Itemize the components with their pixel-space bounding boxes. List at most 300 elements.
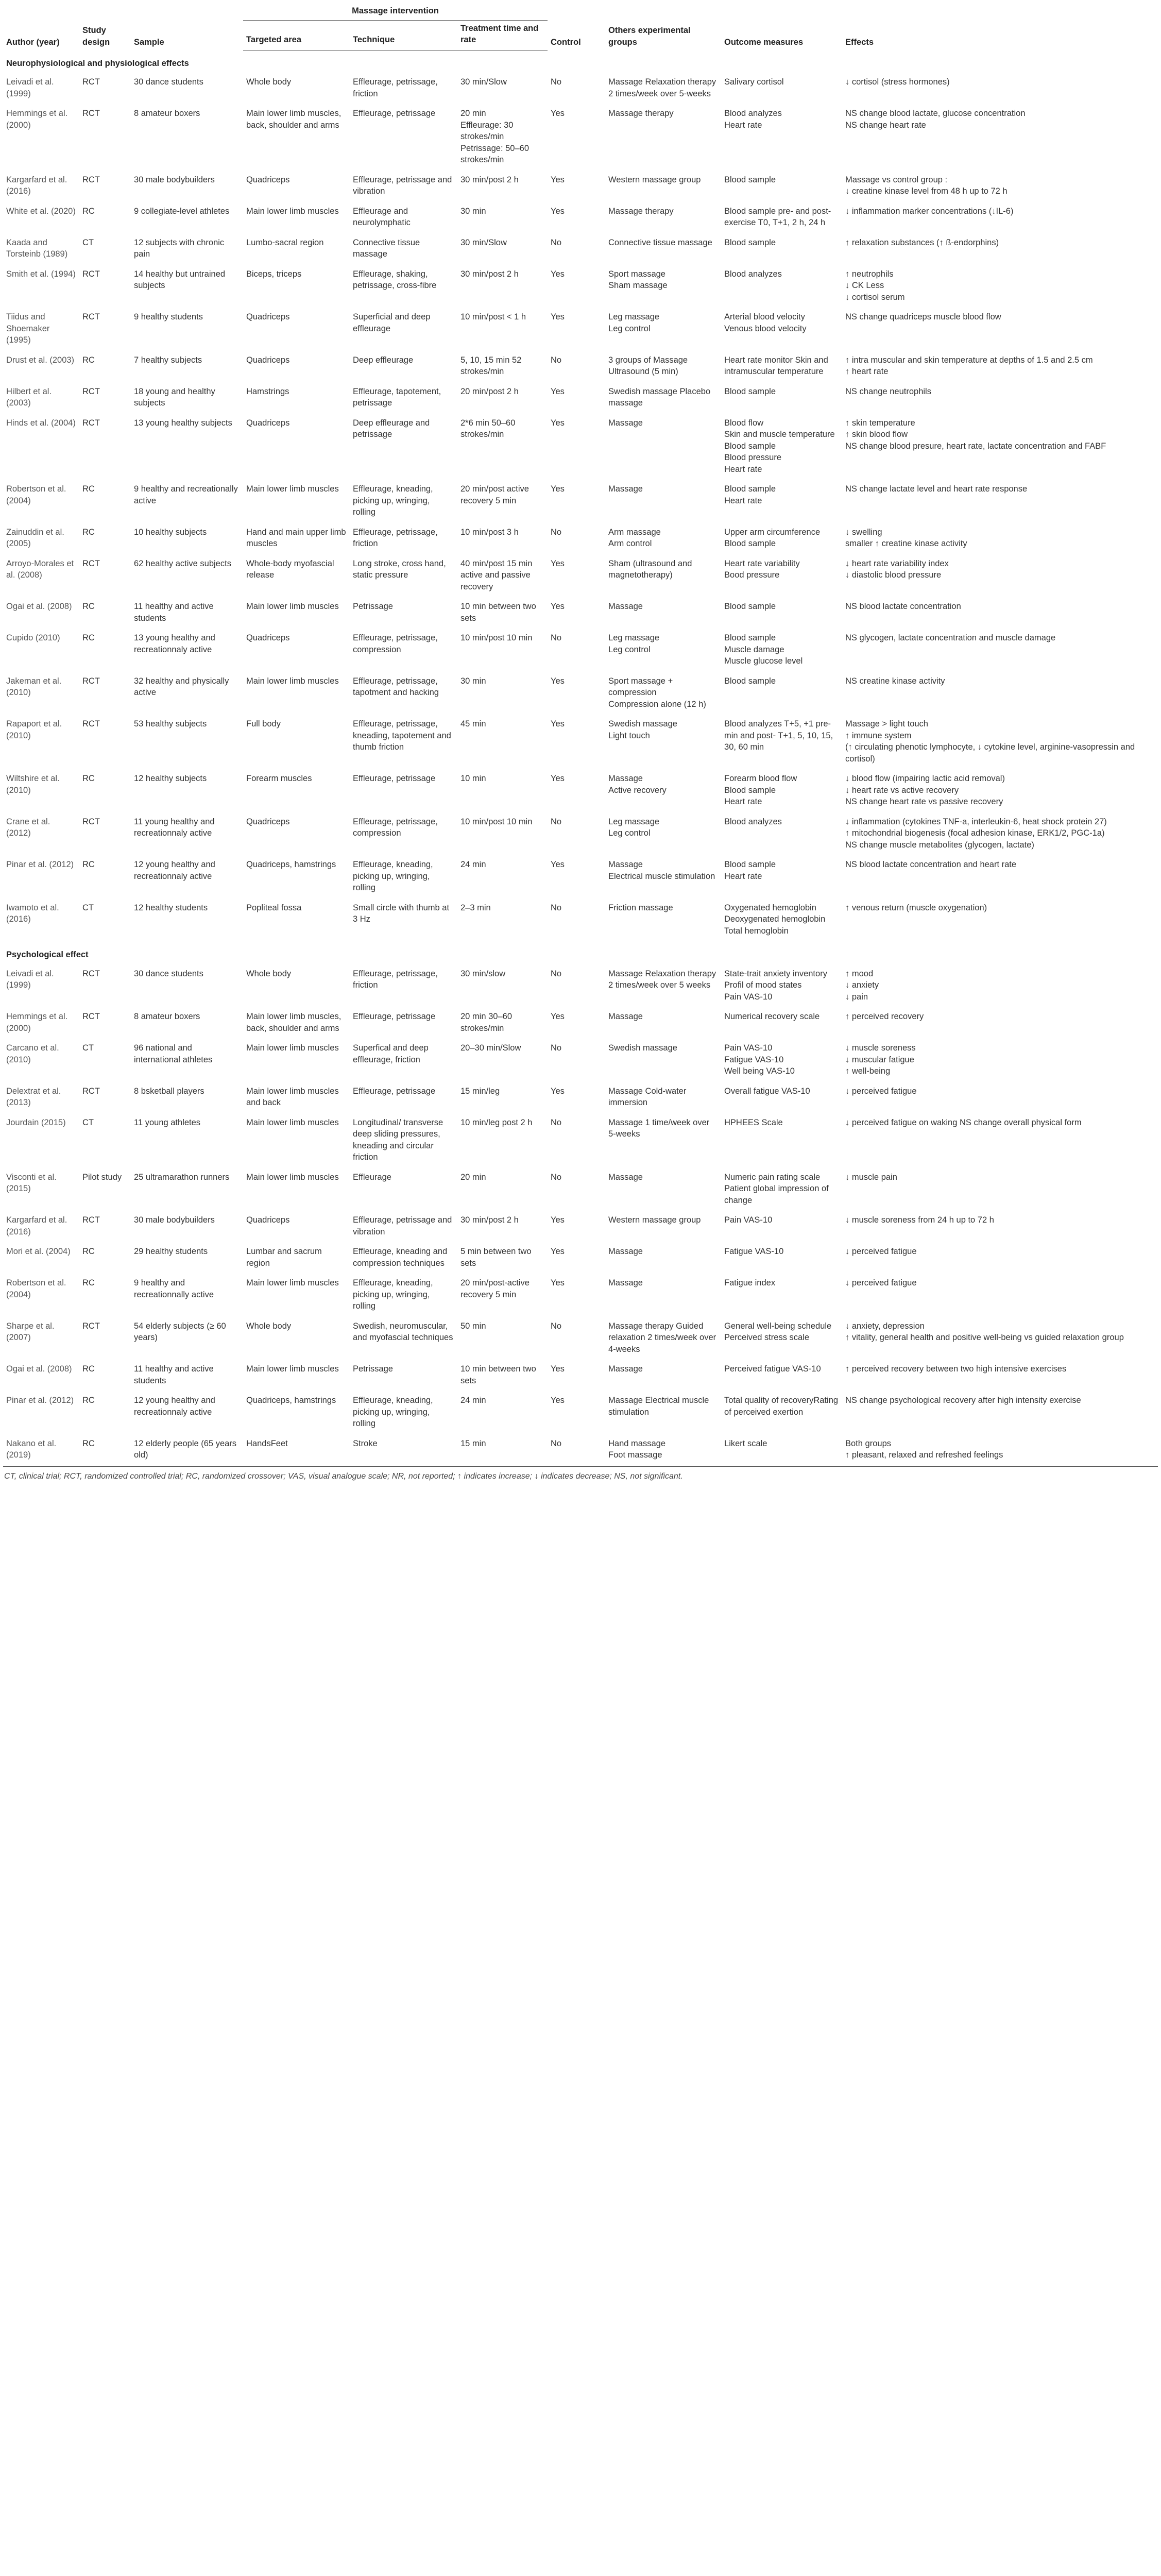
cell-control: Yes [551, 1278, 565, 1287]
header-effects: Effects [845, 37, 874, 47]
cell-other-groups: Hand massage Foot massage [605, 1435, 721, 1467]
cell-other-groups: Massage [608, 1247, 643, 1256]
header-outcome-measures: Outcome measures [724, 37, 804, 47]
cell-control: Yes [551, 719, 565, 728]
cell-targeted-area: Main lower limb muscles [246, 1364, 339, 1374]
cell-other-groups: Massage [608, 1012, 643, 1021]
cell-technique: Effleurage, petrissage, tapotment and hacking [353, 676, 439, 697]
cell-sample: 25 ultramarathon runners [134, 1172, 230, 1182]
cell-technique: Effleurage, petrissage [353, 774, 436, 783]
header-control: Control [551, 37, 581, 47]
cell-author: Jakeman et al. (2010) [6, 676, 62, 697]
cell-targeted-area: Main lower limb muscles [246, 206, 339, 216]
cell-other-groups: Massage Relaxation therapy 2 times/week over 5 weeks [608, 969, 716, 990]
cell-technique: Superficial and deep effleurage [353, 312, 431, 333]
cell-author: Smith et al. (1994) [6, 269, 76, 279]
cell-outcome-measures: Oxygenated hemoglobin Deoxygenated hemoglobin Total hemoglobin [724, 903, 826, 936]
cell-technique: Connective tissue massage [353, 238, 420, 259]
cell-targeted-area: Main lower limb muscles [246, 484, 339, 494]
cell-technique: Deep effleurage [353, 355, 414, 365]
cell-study-design: CT [82, 903, 94, 912]
cell-study-design: RC [82, 1247, 95, 1256]
cell-control: Yes [551, 269, 565, 279]
cell-other-groups: Friction massage [608, 903, 673, 912]
cell-targeted-area: Quadriceps [246, 175, 290, 184]
cell-author: Pinar et al. (2012) [6, 1396, 74, 1405]
cell-effects: Massage > light touch ↑ immune system (↑ circulating phenotic lymphocyte, ↓ cytokine level, arginine-vasopressin and cortisol) [845, 719, 1135, 764]
cell-effects: ↓ muscle pain [845, 1172, 897, 1182]
cell-other-groups: Massage therapy [608, 206, 674, 216]
cell-effects: ↑ skin temperature ↑ skin blood flow NS change blood presure, heart rate, lactate concentration and FABF [845, 418, 1106, 451]
cell-author: Kargarfard et al. (2016) [6, 175, 67, 196]
cell-effects: ↓ heart rate variability index ↓ diastolic blood pressure [845, 558, 949, 580]
cell-study-design: RCT [82, 386, 100, 396]
cell-treatment-time: 15 min/leg [460, 1086, 500, 1096]
cell-effects: ↓ perceived fatigue [845, 1086, 917, 1096]
cell-outcome-measures: Blood analyzes [724, 817, 782, 826]
cell-control: Yes [551, 484, 565, 494]
cell-effects: NS glycogen, lactate concentration and muscle damage [845, 633, 1056, 642]
cell-study-design: RC [82, 355, 95, 365]
cell-study-design: RCT [82, 1321, 100, 1331]
studies-table [3, 0, 1158, 1467]
cell-targeted-area: Full body [246, 719, 281, 728]
cell-treatment-time: 24 min [460, 860, 486, 869]
table-row [3, 813, 1158, 856]
section-title: Neurophysiological and physiological effects [6, 58, 189, 68]
cell-study-design: CT [82, 1117, 94, 1127]
section-header-row [3, 942, 1158, 965]
cell-technique: Effleurage, petrissage, kneading, tapotement and thumb friction [353, 719, 451, 752]
cell-effects: ↓ anxiety, depression ↑ vitality, general health and positive well-being vs guided relaxation group [845, 1321, 1124, 1342]
cell-author: Nakano et al. (2019) [3, 1435, 79, 1467]
cell-sample: 14 healthy but untrained subjects [134, 269, 226, 290]
header-study-design: Study design [82, 26, 110, 47]
cell-targeted-area: Popliteal fossa [246, 903, 302, 912]
cell-technique: Effleurage, kneading, picking up, wringing, rolling [353, 860, 433, 892]
cell-other-groups: Massage therapy [608, 109, 674, 118]
cell-effects: NS blood lactate concentration and heart rate [845, 860, 1017, 869]
cell-targeted-area: HandsFeet [243, 1435, 350, 1467]
table-row [3, 899, 1158, 942]
cell-study-design: RC [82, 860, 95, 869]
cell-other-groups: Massage Active recovery [608, 774, 667, 795]
cell-technique: Effleurage, petrissage, friction [353, 969, 438, 990]
cell-sample: 54 elderly subjects (≥ 60 years) [134, 1321, 226, 1342]
cell-targeted-area: Whole-body myofascial release [246, 558, 334, 580]
cell-author: Drust et al. (2003) [6, 355, 75, 365]
cell-outcome-measures: Blood sample Muscle damage Muscle glucose level [724, 633, 803, 666]
cell-sample: 11 healthy and active students [134, 1364, 214, 1385]
cell-targeted-area: Whole body [246, 77, 292, 87]
cell-other-groups: Leg massage Leg control [608, 312, 660, 333]
cell-targeted-area: Lumbar and sacrum region [246, 1247, 322, 1268]
cell-sample: 30 male bodybuilders [134, 1215, 215, 1225]
cell-treatment-time: 20 min [460, 1172, 486, 1182]
table-row [3, 1360, 1158, 1392]
cell-study-design: RCT [82, 77, 100, 87]
header-other-groups: Others experimental groups [608, 26, 691, 47]
cell-study-design: RC [82, 484, 95, 494]
cell-outcome-measures: Blood sample Heart rate [724, 860, 776, 881]
cell-outcome-measures: Salivary cortisol [724, 77, 784, 87]
cell-study-design: RCT [82, 312, 100, 321]
table-row [3, 672, 1158, 716]
cell-sample: 9 healthy students [134, 312, 203, 321]
cell-author: Zainuddin et al. (2005) [6, 527, 64, 548]
cell-technique: Effleurage, petrissage, friction [353, 77, 438, 98]
cell-treatment-time: 30 min [460, 206, 486, 216]
cell-sample: 32 healthy and physically active [134, 676, 229, 697]
table-row [3, 1243, 1158, 1274]
cell-treatment-time: 10 min between two sets [460, 602, 536, 623]
cell-sample: 11 healthy and active students [134, 602, 214, 623]
cell-targeted-area: Main lower limb muscles [246, 1278, 339, 1287]
cell-control: No [551, 969, 562, 978]
cell-study-design: RCT [82, 109, 100, 118]
cell-treatment-time: 5, 10, 15 min 52 strokes/min [460, 355, 522, 376]
cell-targeted-area: Quadriceps [246, 817, 290, 826]
cell-treatment-time: 20 min 30–60 strokes/min [460, 1012, 512, 1033]
cell-outcome-measures: Blood analyzes [724, 269, 782, 279]
cell-treatment-time: 24 min [460, 1396, 486, 1405]
cell-technique: Petrissage [353, 602, 393, 611]
cell-outcome-measures: Pain VAS-10 [724, 1215, 773, 1225]
cell-treatment-time: 5 min between two sets [460, 1247, 532, 1268]
cell-targeted-area: Quadriceps [246, 312, 290, 321]
cell-sample: 8 amateur boxers [134, 1012, 200, 1021]
cell-control: Yes [551, 418, 565, 428]
header-treatment-time: Treatment time and rate [457, 20, 548, 50]
cell-study-design: RC [82, 1278, 95, 1287]
cell-other-groups: Leg massage Leg control [608, 633, 660, 654]
cell-effects: ↓ blood flow (impairing lactic acid removal) ↓ heart rate vs active recovery NS change heart rate vs passive recovery [845, 774, 1005, 806]
cell-outcome-measures: Blood sample Heart rate [724, 484, 776, 505]
cell-sample: 11 young athletes [134, 1117, 201, 1127]
cell-author: Ogai et al. (2008) [6, 1364, 72, 1374]
cell-treatment-time: 2–3 min [460, 903, 491, 912]
cell-author: Leivadi et al. (1999) [6, 77, 54, 98]
cell-effects: NS change neutrophils [845, 386, 931, 396]
cell-treatment-time: 20 min/post-active recovery 5 min [460, 1278, 530, 1299]
cell-author: Leivadi et al. (1999) [6, 969, 54, 990]
header-author: Author (year) [6, 37, 60, 47]
cell-targeted-area: Quadriceps [246, 633, 290, 642]
table-row [3, 1317, 1158, 1361]
cell-study-design: RCT [82, 817, 100, 826]
cell-targeted-area: Main lower limb muscles [246, 1172, 339, 1182]
section-header-row [3, 50, 1158, 73]
cell-control: Yes [551, 206, 565, 216]
table-row [3, 1392, 1158, 1435]
cell-study-design: RCT [82, 676, 100, 686]
cell-treatment-time: 15 min [457, 1435, 548, 1467]
cell-author: Robertson et al. (2004) [6, 484, 66, 505]
cell-sample: 30 dance students [134, 969, 203, 978]
header-sample: Sample [134, 37, 164, 47]
cell-effects: Both groups ↑ pleasant, relaxed and refreshed feelings [842, 1435, 1158, 1467]
cell-technique: Effleurage, petrissage [353, 1086, 436, 1096]
cell-treatment-time: 10 min/leg post 2 h [460, 1117, 533, 1127]
table-row [3, 1435, 1158, 1467]
cell-technique: Petrissage [353, 1364, 393, 1374]
cell-other-groups: Swedish massage Light touch [608, 719, 677, 740]
cell-author: Visconti et al. (2015) [6, 1172, 57, 1193]
cell-treatment-time: 20 min Effleurage: 30 strokes/min Petrissage: 50–60 strokes/min [460, 109, 530, 164]
cell-targeted-area: Whole body [246, 1321, 292, 1331]
cell-targeted-area: Main lower limb muscles, back, shoulder and arms [246, 109, 342, 130]
table-row [3, 414, 1158, 481]
cell-author: Hilbert et al. (2003) [6, 386, 52, 408]
cell-outcome-measures: Blood sample [724, 175, 776, 184]
cell-control: No [551, 817, 562, 826]
cell-effects: ↓ swelling smaller ↑ creatine kinase activity [845, 527, 967, 548]
cell-effects: NS creatine kinase activity [845, 676, 945, 686]
cell-control: Yes [551, 1364, 565, 1374]
cell-targeted-area: Main lower limb muscles and back [246, 1086, 339, 1107]
cell-sample: 96 national and international athletes [134, 1043, 213, 1064]
cell-study-design: RCT [82, 1215, 100, 1225]
cell-sample: 7 healthy subjects [134, 355, 202, 365]
cell-targeted-area: Quadriceps [246, 418, 290, 428]
cell-author: Crane et al. (2012) [6, 817, 50, 838]
cell-author: Iwamoto et al. (2016) [6, 903, 59, 924]
cell-other-groups: Massage Electrical muscle stimulation [608, 1396, 709, 1417]
cell-study-design: RC [82, 1396, 95, 1405]
cell-technique: Effleurage, petrissage, compression [353, 817, 438, 838]
table-row [3, 308, 1158, 351]
table-body [3, 50, 1158, 1466]
cell-outcome-measures: Overall fatigue VAS-10 [724, 1086, 810, 1096]
cell-other-groups: Massage Electrical muscle stimulation [608, 860, 715, 881]
cell-targeted-area: Quadriceps, hamstrings [246, 860, 336, 869]
cell-treatment-time: 20 min/post 2 h [460, 386, 519, 396]
cell-control: No [551, 527, 562, 537]
cell-control: No [551, 77, 562, 87]
cell-author: Ogai et al. (2008) [6, 602, 72, 611]
cell-outcome-measures: Arterial blood velocity Venous blood velocity [724, 312, 807, 333]
cell-author: Mori et al. (2004) [6, 1247, 71, 1256]
cell-outcome-measures: Blood sample pre- and post-exercise T0, T+1, 2 h, 24 h [724, 206, 831, 227]
cell-effects: Massage vs control group : ↓ creatine kinase level from 48 h up to 72 h [845, 175, 1008, 196]
cell-author: Delextrat et al. (2013) [6, 1086, 61, 1107]
cell-technique: Effleurage, petrissage, compression [353, 633, 438, 654]
cell-technique: Effleurage, petrissage [353, 1012, 436, 1021]
cell-author: Hinds et al. (2004) [6, 418, 76, 428]
table-row [3, 1008, 1158, 1039]
table-row [3, 73, 1158, 105]
cell-effects: ↓ muscle soreness ↓ muscular fatigue ↑ well-being [845, 1043, 916, 1076]
cell-effects: ↓ cortisol (stress hormones) [845, 77, 950, 87]
cell-targeted-area: Hand and main upper limb muscles [246, 527, 346, 548]
cell-outcome-measures: Likert scale [721, 1435, 842, 1467]
cell-control: Yes [551, 558, 565, 568]
cell-treatment-time: 30 min/Slow [460, 238, 507, 247]
cell-other-groups: Massage [608, 602, 643, 611]
table-row [3, 202, 1158, 234]
cell-targeted-area: Forearm muscles [246, 774, 312, 783]
cell-other-groups: Leg massage Leg control [608, 817, 660, 838]
cell-study-design: RC [82, 1364, 95, 1374]
cell-author: Hemmings et al. (2000) [6, 1012, 68, 1033]
cell-control: Yes [551, 774, 565, 783]
cell-author: Hemmings et al. (2000) [6, 109, 68, 130]
cell-technique: Small circle with thumb at 3 Hz [353, 903, 450, 924]
cell-technique: Effleurage, petrissage and vibration [353, 175, 452, 196]
cell-control: Yes [551, 175, 565, 184]
table-row [3, 351, 1158, 383]
cell-study-design: RCT [82, 558, 100, 568]
cell-targeted-area: Whole body [246, 969, 292, 978]
cell-treatment-time: 30 min/post 2 h [460, 175, 519, 184]
cell-author: Kaada and Torsteinb (1989) [6, 238, 68, 259]
cell-control: Yes [551, 1396, 565, 1405]
cell-author: Carcano et al. (2010) [6, 1043, 59, 1064]
table-row [3, 1082, 1158, 1114]
cell-author: Wiltshire et al. (2010) [6, 774, 60, 795]
cell-sample: 12 young healthy and recreationnaly active [134, 1396, 215, 1417]
cell-effects: ↓ perceived fatigue [845, 1247, 917, 1256]
cell-other-groups: Massage [608, 1364, 643, 1374]
cell-outcome-measures: HPHEES Scale [724, 1117, 783, 1127]
table-row [3, 171, 1158, 202]
cell-author: Tiidus and Shoemaker (1995) [6, 312, 50, 345]
cell-outcome-measures: Heart rate variability Bood pressure [724, 558, 800, 580]
table-row [3, 234, 1158, 265]
cell-study-design: Pilot study [82, 1172, 122, 1182]
cell-technique: Effleurage [353, 1172, 391, 1182]
table-row [3, 1039, 1158, 1082]
cell-effects: ↑ perceived recovery between two high intensive exercises [845, 1364, 1067, 1374]
cell-effects: ↑ relaxation substances (↑ ß-endorphins) [845, 238, 999, 247]
cell-other-groups: Massage Relaxation therapy 2 times/week over 5-weeks [608, 77, 716, 98]
cell-technique: Superfical and deep effleurage, friction [353, 1043, 429, 1064]
cell-control: Yes [551, 109, 565, 118]
cell-control: Yes [551, 860, 565, 869]
cell-study-design: RC [82, 602, 95, 611]
cell-outcome-measures: Numerical recovery scale [724, 1012, 820, 1021]
table-row [3, 555, 1158, 598]
cell-other-groups: Swedish massage [608, 1043, 677, 1053]
cell-technique: Effleurage, tapotement, petrissage [353, 386, 441, 408]
cell-control: Yes [551, 676, 565, 686]
cell-treatment-time: 10 min/post 10 min [460, 633, 533, 642]
cell-study-design: RCT [82, 269, 100, 279]
cell-treatment-time: 20–30 min/Slow [460, 1043, 521, 1053]
cell-treatment-time: 30 min/slow [460, 969, 506, 978]
cell-author: Pinar et al. (2012) [6, 860, 74, 869]
cell-outcome-measures: Blood sample [724, 676, 776, 686]
cell-effects: ↓ perceived fatigue [845, 1278, 917, 1287]
cell-effects: ↓ inflammation (cytokines TNF-a, interleukin-6, heat shock protein 27) ↑ mitochondrial biogenesis (focal adhesion kinase, ERK1/2, PGC-1a) NS change muscle metabolites (glycogen, lactate) [845, 817, 1107, 850]
cell-control: Yes [551, 1247, 565, 1256]
cell-other-groups: 3 groups of Massage Ultrasound (5 min) [608, 355, 688, 376]
cell-outcome-measures: Fatigue VAS-10 [724, 1247, 784, 1256]
cell-other-groups: Massage [608, 484, 643, 494]
header-row-top [3, 0, 1158, 20]
cell-author: Cupido (2010) [6, 633, 60, 642]
cell-technique: Effleurage, kneading, picking up, wringing, rolling [353, 484, 433, 517]
cell-technique: Effleurage, petrissage and vibration [353, 1215, 452, 1236]
cell-outcome-measures: Blood sample [724, 386, 776, 396]
cell-targeted-area: Main lower limb muscles [246, 1043, 339, 1053]
table-row [3, 770, 1158, 813]
cell-sample: 8 amateur boxers [134, 109, 200, 118]
cell-other-groups: Massage 1 time/week over 5-weeks [608, 1117, 710, 1139]
cell-outcome-measures: Numeric pain rating scale Patient global impression of change [724, 1172, 829, 1205]
cell-technique: Effleurage, kneading, picking up, wringing, rolling [353, 1278, 433, 1311]
cell-technique: Effleurage, kneading, picking up, wringing, rolling [353, 1396, 433, 1428]
cell-effects: NS blood lactate concentration [845, 602, 961, 611]
cell-treatment-time: 10 min [460, 774, 486, 783]
cell-effects: ↓ inflammation marker concentrations (↓IL-6) [845, 206, 1014, 216]
cell-author: Rapaport et al. (2010) [6, 719, 62, 740]
cell-effects: NS change lactate level and heart rate response [845, 484, 1028, 494]
cell-technique: Effleurage, petrissage, friction [353, 527, 438, 548]
cell-sample: 9 healthy and recreationally active [134, 484, 238, 505]
cell-study-design: RC [79, 1435, 131, 1467]
cell-other-groups: Massage therapy Guided relaxation 2 times/week over 4-weeks [608, 1321, 716, 1354]
table-row [3, 1168, 1158, 1212]
cell-sample: 62 healthy active subjects [134, 558, 231, 568]
cell-outcome-measures: Blood flow Skin and muscle temperature Blood sample Blood pressure Heart rate [724, 418, 835, 474]
cell-author: Kargarfard et al. (2016) [6, 1215, 67, 1236]
cell-outcome-measures: Heart rate monitor Skin and intramuscular temperature [724, 355, 828, 376]
cell-sample: 12 healthy subjects [134, 774, 207, 783]
cell-effects: ↑ venous return (muscle oxygenation) [845, 903, 987, 912]
table-row [3, 105, 1158, 171]
cell-sample: 12 young healthy and recreationnaly active [134, 860, 215, 881]
table-row [3, 1114, 1158, 1168]
cell-targeted-area: Main lower limb muscles [246, 1117, 339, 1127]
cell-treatment-time: 30 min/Slow [460, 77, 507, 87]
cell-technique: Effleurage, petrissage [353, 109, 436, 118]
cell-other-groups: Swedish massage Placebo massage [608, 386, 711, 408]
cell-outcome-measures: Forearm blood flow Blood sample Heart rate [724, 774, 797, 806]
cell-study-design: CT [82, 238, 94, 247]
cell-effects: ↑ intra muscular and skin temperature at depths of 1.5 and 2.5 cm ↑ heart rate [845, 355, 1093, 376]
cell-other-groups: Massage [608, 1172, 643, 1182]
cell-outcome-measures: Upper arm circumference Blood sample [724, 527, 821, 548]
header-technique: Technique [350, 20, 457, 50]
cell-targeted-area: Main lower limb muscles [246, 676, 339, 686]
cell-targeted-area: Quadriceps [246, 1215, 290, 1225]
cell-study-design: RCT [82, 418, 100, 428]
table-row [3, 480, 1158, 523]
cell-effects: NS change quadriceps muscle blood flow [845, 312, 1001, 321]
table-row [3, 1274, 1158, 1317]
cell-author: Jourdain (2015) [6, 1117, 66, 1127]
cell-effects: ↑ neutrophils ↓ CK Less ↓ cortisol serum [845, 269, 905, 302]
cell-treatment-time: 10 min/post < 1 h [460, 312, 526, 321]
table-row [3, 265, 1158, 309]
table-footnote: CT, clinical trial; RCT, randomized controlled trial; RC, randomized crossover; VAS, visual analogue scale; NR, not reported; ↑ indicates increase; ↓ indicates decrease; NS, not significant. [4, 1471, 683, 1481]
cell-control: Yes [551, 312, 565, 321]
cell-effects: NS change blood lactate, glucose concentration NS change heart rate [845, 109, 1026, 130]
cell-sample: 53 healthy subjects [134, 719, 207, 728]
cell-sample: 30 male bodybuilders [134, 175, 215, 184]
cell-other-groups: Massage [608, 1278, 643, 1287]
cell-technique: Effleurage, kneading and compression techniques [353, 1247, 448, 1268]
cell-other-groups: Connective tissue massage [608, 238, 712, 247]
cell-author: Sharpe et al. (2007) [6, 1321, 55, 1342]
cell-study-design: RC [82, 527, 95, 537]
cell-control: No [551, 1117, 562, 1127]
cell-other-groups: Western massage group [608, 1215, 701, 1225]
cell-outcome-measures: Blood sample [724, 238, 776, 247]
cell-control: No [551, 1172, 562, 1182]
cell-technique: Stroke [350, 1435, 457, 1467]
